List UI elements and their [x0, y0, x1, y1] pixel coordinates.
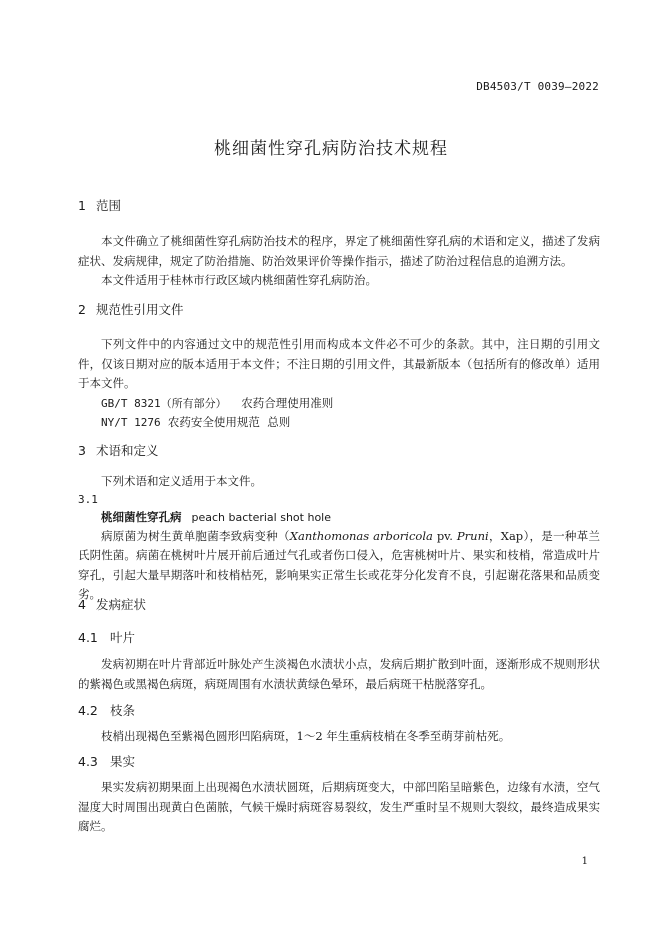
reference-item [78, 394, 600, 414]
section-1-heading [78, 198, 600, 214]
section-2-heading [78, 302, 600, 318]
subsection-number: 4.3 [78, 754, 98, 769]
section-title: 术语和定义 [96, 443, 159, 458]
term-english: peach bacterial shot hole [191, 510, 331, 524]
subsection-4-2-body [78, 727, 600, 747]
section-1-body [78, 232, 600, 291]
term-number: 3.1 [78, 492, 98, 506]
reference-code: NY/T 1276 [101, 416, 161, 429]
section-4-heading [78, 597, 600, 613]
term-heading [78, 508, 600, 527]
section-number: 1 [78, 198, 86, 213]
document-code: DB4503/T 0039—2022 [476, 80, 599, 93]
paragraph: 下列文件中的内容通过文中的规范性引用而构成本文件必不可少的条款。其中，注日期的引用文件，仅该日期对应的版本适用于本文件；不注日期的引用文件，其最新版本（包括所有的修改单）适用于本文件。 [78, 337, 600, 390]
section-number: 2 [78, 302, 86, 317]
section-number: 4 [78, 597, 86, 612]
document-title: 桃细菌性穿孔病防治技术规程 [214, 139, 448, 159]
subsection-title: 果实 [110, 754, 136, 769]
section-3-body [78, 472, 600, 605]
paragraph: 枝梢出现褐色至紫褐色圆形凹陷病斑，1～2 年生重病枝梢在冬季至萌芽前枯死。 [101, 729, 511, 743]
paragraph: 下列术语和定义适用于本文件。 [101, 474, 262, 488]
subsection-4-1-heading [78, 630, 600, 646]
reference-name: 农药安全使用规范 总则 [167, 415, 291, 429]
section-number: 3 [78, 443, 86, 458]
reference-item [78, 413, 600, 433]
section-title: 规范性引用文件 [96, 302, 184, 317]
subsection-4-3-body [78, 778, 600, 837]
reference-name: 农药合理使用准则 [241, 395, 334, 410]
section-title: 发病症状 [96, 597, 147, 612]
subsection-number: 4.1 [78, 630, 98, 645]
subsection-number: 4.2 [78, 703, 98, 718]
term-chinese: 桃细菌性穿孔病 [101, 509, 182, 524]
paragraph: 发病初期在叶片背部近叶脉处产生淡褐色水渍状小点，发病后期扩散到叶面，逐渐形成不规则形状的紫褐色或黑褐色病斑，病斑周围有水渍状黄绿色晕环，最后病斑干枯脱落穿孔。 [78, 657, 600, 691]
reference-code: GB/T 8321（所有部分） [101, 396, 227, 410]
section-title: 范围 [96, 198, 122, 213]
subsection-title: 叶片 [110, 630, 136, 645]
paragraph: 本文件确立了桃细菌性穿孔病防治技术的程序，界定了桃细菌性穿孔病的术语和定义，描述了发病症状、发病规律，规定了防治措施、防治效果评价等操作指示，描述了防治过程信息的追溯方法。 [78, 234, 600, 268]
term-definition: 病原菌为树生黄单胞菌李致病变种（Xanthomonas arboricola pv. Pruni，Xap），是一种革兰氏阴性菌。病菌在桃树叶片展开前后通过气孔或者伤口侵入，危害桃树叶片、果实和枝梢，常造成叶片穿孔，引起大量早期落叶和枝梢枯死，影响果实正常生长或花芽分化发育不良，引起谢花落果和品质变劣。 [78, 528, 601, 601]
paragraph: 本文件适用于桂林市行政区域内桃细菌性穿孔病防治。 [101, 273, 377, 287]
page-number: 1 [581, 856, 588, 867]
subsection-4-3-heading [78, 754, 600, 770]
section-3-heading [78, 443, 600, 459]
paragraph: 果实发病初期果面上出现褐色水渍状圆斑，后期病斑变大，中部凹陷呈暗紫色，边缘有水渍，空气湿度大时周围出现黄白色菌脓，气候干燥时病斑容易裂纹，发生严重时呈不规则大裂纹，最终造成果实腐烂。 [78, 780, 600, 833]
subsection-4-1-body [78, 655, 600, 694]
section-2-body [78, 335, 600, 433]
subsection-title: 枝条 [110, 703, 136, 718]
subsection-4-2-heading [78, 703, 600, 719]
